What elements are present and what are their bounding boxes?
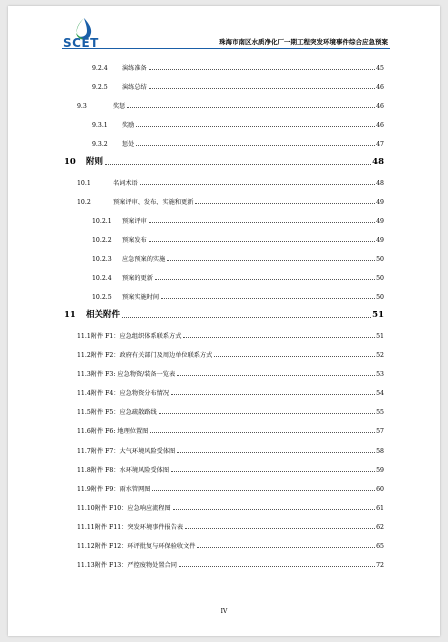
toc-entry-title: 演练准备	[122, 65, 147, 72]
toc-entry-page: 65	[376, 543, 384, 550]
toc-entry-title: 附件 F4：应急物资分布情况	[90, 390, 170, 397]
toc-entry[interactable]	[64, 441, 384, 455]
toc-leader-dots	[167, 260, 375, 261]
toc-entry-page: 58	[376, 448, 384, 455]
toc-entry-title: 附件 F7：大气环境风险受体图	[90, 448, 176, 455]
toc-entry-number: 11.6	[77, 428, 91, 435]
toc-leader-dots	[214, 356, 375, 357]
toc-entry-title: 附件 F10：应急响应流程图	[94, 505, 171, 512]
toc-entry[interactable]	[64, 555, 384, 569]
toc-leader-dots	[179, 566, 375, 567]
toc-entry-number: 11.1	[77, 333, 91, 340]
toc-entry[interactable]	[64, 268, 384, 282]
toc-entry[interactable]	[64, 211, 384, 225]
toc-entry-title: 附件 F5：应急疏散路线	[90, 409, 157, 416]
toc-leader-dots	[197, 547, 375, 548]
toc-entry-title: 奖励	[122, 122, 135, 129]
toc-entry-number: 9.2.4	[92, 65, 108, 72]
toc-entry-number: 9.3	[77, 103, 87, 110]
toc-entry-page: 46	[376, 84, 384, 91]
toc-entry-page: 51	[376, 333, 384, 340]
toc-entry[interactable]	[64, 230, 384, 244]
toc-entry-page: 52	[376, 352, 384, 359]
toc-leader-dots	[155, 279, 375, 280]
toc-leader-dots	[185, 528, 375, 529]
toc-entry-title: 预案发布	[122, 237, 147, 244]
toc-leader-dots	[149, 69, 375, 70]
toc-entry-number: 10.2.1	[92, 218, 112, 225]
toc-entry[interactable]	[64, 326, 384, 340]
toc-entry[interactable]	[64, 402, 384, 416]
toc-entry-number: 11.5	[77, 409, 91, 416]
header-title: 珠海市南区水质净化厂一期工程突发环境事件综合应急预案	[219, 38, 388, 46]
toc-leader-dots	[173, 509, 375, 510]
toc-entry-title: 预案实施时间	[122, 294, 160, 301]
toc-entry[interactable]	[64, 77, 384, 91]
toc-entry-number: 10.2.3	[92, 256, 112, 263]
toc-entry-page: 50	[376, 256, 384, 263]
toc-entry[interactable]	[64, 173, 384, 187]
toc-leader-dots	[161, 298, 375, 299]
toc-entry-page: 54	[376, 390, 384, 397]
toc-entry-number: 9.2.5	[92, 84, 108, 91]
toc-entry[interactable]	[64, 460, 384, 474]
toc-leader-dots	[159, 413, 375, 414]
toc-entry-title: 预案评审、发布、实施和更新	[113, 199, 194, 206]
toc-leader-dots	[195, 203, 375, 204]
toc-entry-page: 47	[376, 141, 384, 148]
toc-entry-number: 11.12	[77, 543, 95, 550]
toc-entry-page: 45	[376, 65, 384, 72]
toc-leader-dots	[105, 164, 371, 165]
toc-entry-page: 53	[376, 371, 384, 378]
toc-entry[interactable]	[64, 536, 384, 550]
toc-entry-title: 演练总结	[122, 84, 147, 91]
toc-entry-title: 奖惩	[113, 103, 126, 110]
toc-entry-page: 51	[372, 310, 384, 320]
toc-leader-dots	[140, 184, 375, 185]
toc-entry[interactable]	[64, 287, 384, 301]
toc-entry-number: 10.2.5	[92, 294, 112, 301]
toc-entry-number: 10.2.2	[92, 237, 112, 244]
toc-entry[interactable]	[64, 153, 384, 167]
toc-entry[interactable]	[64, 498, 384, 512]
toc-entry[interactable]	[64, 345, 384, 359]
toc-leader-dots	[171, 471, 375, 472]
toc-leader-dots	[177, 375, 375, 376]
toc-entry-title: 应急预案的实施	[122, 256, 166, 263]
page-number: IV	[220, 608, 228, 615]
toc-entry-page: 48	[372, 157, 384, 167]
toc-entry-title: 附件 F8：水环境风险受体图	[90, 467, 170, 474]
toc-entry-title: 附件 F9：雨水管网图	[90, 486, 151, 493]
toc-entry-page: 59	[376, 467, 384, 474]
toc-leader-dots	[150, 432, 375, 433]
toc-leader-dots	[183, 337, 375, 338]
toc-entry-number: 11.2	[77, 352, 91, 359]
logo-text: SCET	[63, 36, 99, 50]
toc-leader-dots	[149, 88, 375, 89]
toc-entry-page: 55	[376, 409, 384, 416]
toc-entry-title: 附件 F2：政府有关部门及周边单位联系方式	[90, 352, 213, 359]
toc-leader-dots	[127, 107, 375, 108]
toc-leader-dots	[152, 490, 375, 491]
toc-entry-page: 60	[376, 486, 384, 493]
toc-entry-number: 10.2	[77, 199, 91, 206]
toc-entry[interactable]	[64, 58, 384, 72]
toc-entry-number: 10.1	[77, 180, 91, 187]
toc-entry-page: 48	[376, 180, 384, 187]
toc-leader-dots	[171, 394, 375, 395]
toc-entry[interactable]	[64, 115, 384, 129]
header-divider	[62, 48, 390, 49]
toc-entry-page: 50	[376, 294, 384, 301]
toc-entry-title: 附则	[86, 157, 104, 167]
toc-entry-title: 附件 F12：环评批复与环保验收文件	[94, 543, 196, 550]
toc-entry[interactable]	[64, 383, 384, 397]
toc-leader-dots	[149, 222, 375, 223]
toc-entry-number: 11.4	[77, 390, 91, 397]
toc-entry-number: 10.2.4	[92, 275, 112, 282]
toc-leader-dots	[177, 452, 375, 453]
toc-entry-page: 46	[376, 122, 384, 129]
toc-entry[interactable]	[64, 96, 384, 110]
toc-entry-number: 11.13	[77, 562, 95, 569]
toc-entry-title: 相关附件	[86, 310, 121, 320]
toc-entry-number: 11.11	[77, 524, 95, 531]
toc-entry-title: 预案评审	[122, 218, 147, 225]
toc-entry[interactable]	[64, 192, 384, 206]
toc-entry-title: 附件 F3: 应急物资/装备一览表	[90, 371, 176, 378]
toc-entry[interactable]	[64, 306, 384, 320]
toc-entry-page: 61	[376, 505, 384, 512]
toc-leader-dots	[136, 145, 375, 146]
toc-entry-number: 9.3.1	[92, 122, 108, 129]
toc-entry-title: 预案的更新	[122, 275, 153, 282]
toc-entry[interactable]	[64, 479, 384, 493]
toc-entry[interactable]	[64, 134, 384, 148]
toc-entry-page: 72	[376, 562, 384, 569]
toc-entry-page: 49	[376, 237, 384, 244]
toc-entry-number: 11.7	[77, 448, 91, 455]
toc-entry-page: 57	[376, 428, 384, 435]
toc-entry-page: 49	[376, 218, 384, 225]
toc-entry-title: 名词术语	[113, 180, 138, 187]
toc-leader-dots	[122, 317, 371, 318]
toc-entry-page: 50	[376, 275, 384, 282]
toc-entry-number: 11.10	[77, 505, 95, 512]
document-page	[8, 6, 440, 636]
toc-entry-title: 惩处	[122, 141, 135, 148]
toc-entry[interactable]	[64, 249, 384, 263]
toc-entry[interactable]	[64, 517, 384, 531]
toc-entry-number: 11.8	[77, 467, 91, 474]
toc-entry-title: 附件 F1：应急组织体系联系方式	[90, 333, 182, 340]
toc-entry-page: 46	[376, 103, 384, 110]
toc-entry-page: 49	[376, 199, 384, 206]
toc-entry-title: 附件 F13：严控废物处置合同	[94, 562, 177, 569]
toc-entry[interactable]	[64, 421, 384, 435]
toc-entry-number: 9.3.2	[92, 141, 108, 148]
toc-entry-number: 10	[64, 157, 76, 167]
toc-entry-title: 附件 F6: 地理位置图	[90, 428, 149, 435]
toc-leader-dots	[136, 126, 375, 127]
toc-entry-title: 附件 F11：突发环境事件报告表	[94, 524, 184, 531]
toc-entry-number: 11.9	[77, 486, 91, 493]
toc-entry-number: 11.3	[77, 371, 91, 378]
toc-entry-page: 62	[376, 524, 384, 531]
toc-entry-number: 11	[64, 310, 76, 320]
toc-leader-dots	[149, 241, 375, 242]
toc-entry[interactable]	[64, 364, 384, 378]
